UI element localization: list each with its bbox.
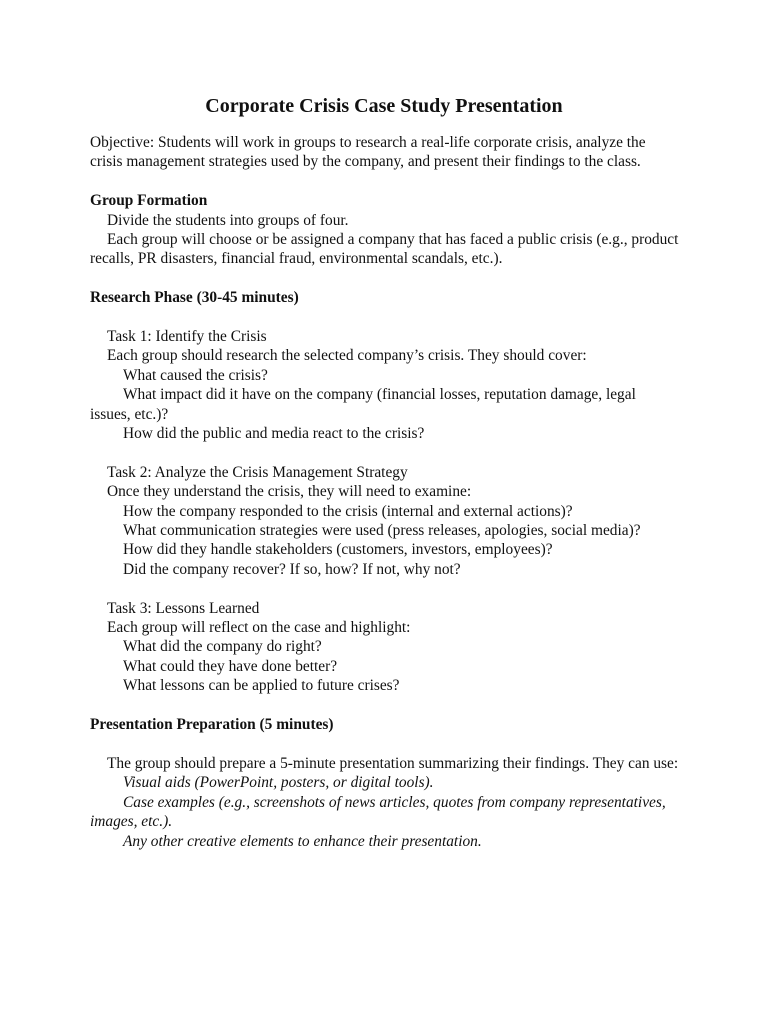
task2-item: How the company responded to the crisis (internal and external actions)?	[123, 502, 573, 520]
document-page	[90, 93, 680, 851]
task2-item: Did the company recover? If so, how? If not, why not?	[123, 560, 461, 578]
objective-paragraph: Objective: Students will work in groups to research a real-life corporate crisis, analyze the crisis management strategies used by the company, and present their findings to the class.	[90, 134, 646, 171]
presentation-prep-item: Case examples (e.g., screenshots of news articles, quotes from company representatives, images, etc.).	[90, 793, 666, 831]
spacer	[90, 735, 680, 754]
document-title: Corporate Crisis Case Study Presentation	[205, 95, 563, 117]
task3-item: What could they have done better?	[123, 657, 338, 675]
task2-intro: Once they understand the crisis, they will need to examine:	[107, 483, 472, 501]
presentation-prep-item: Any other creative elements to enhance their presentation.	[123, 832, 482, 850]
group-formation-item: Divide the students into groups of four.	[107, 211, 349, 229]
task3-intro: Each group will reflect on the case and highlight:	[107, 619, 411, 637]
task2-item: How did they handle stakeholders (customers, investors, employees)?	[123, 541, 553, 559]
task2-title: Task 2: Analyze the Crisis Management Strategy	[107, 463, 408, 481]
task3-item: What did the company do right?	[123, 638, 322, 656]
task1-item: How did the public and media react to the crisis?	[123, 425, 425, 443]
task1-item: What impact did it have on the company (financial losses, reputation damage, legal issues, etc.)?	[90, 386, 636, 423]
task3-title: Task 3: Lessons Learned	[107, 599, 260, 617]
task1-item: What caused the crisis?	[123, 366, 268, 384]
spacer	[90, 579, 680, 598]
task3-item: What lessons can be applied to future crises?	[123, 677, 400, 695]
spacer	[90, 696, 680, 715]
spacer	[90, 269, 680, 288]
spacer	[90, 308, 680, 327]
presentation-prep-heading: Presentation Preparation (5 minutes)	[90, 716, 334, 734]
group-formation-item: Each group will choose or be assigned a company that has faced a public crisis (e.g., product recalls, PR disasters, financial fraud, environmental scandals, etc.).	[90, 231, 679, 268]
research-phase-heading: Research Phase (30-45 minutes)	[90, 289, 299, 307]
spacer	[90, 172, 680, 191]
presentation-prep-item: Visual aids (PowerPoint, posters, or digital tools).	[123, 774, 434, 792]
task1-title: Task 1: Identify the Crisis	[107, 328, 267, 346]
group-formation-heading: Group Formation	[90, 192, 208, 210]
task2-item: What communication strategies were used (press releases, apologies, social media)?	[123, 522, 641, 540]
task1-intro: Each group should research the selected company’s crisis. They should cover:	[107, 347, 587, 365]
spacer	[90, 443, 680, 462]
presentation-prep-intro: The group should prepare a 5-minute presentation summarizing their findings. They can use:	[107, 754, 679, 772]
